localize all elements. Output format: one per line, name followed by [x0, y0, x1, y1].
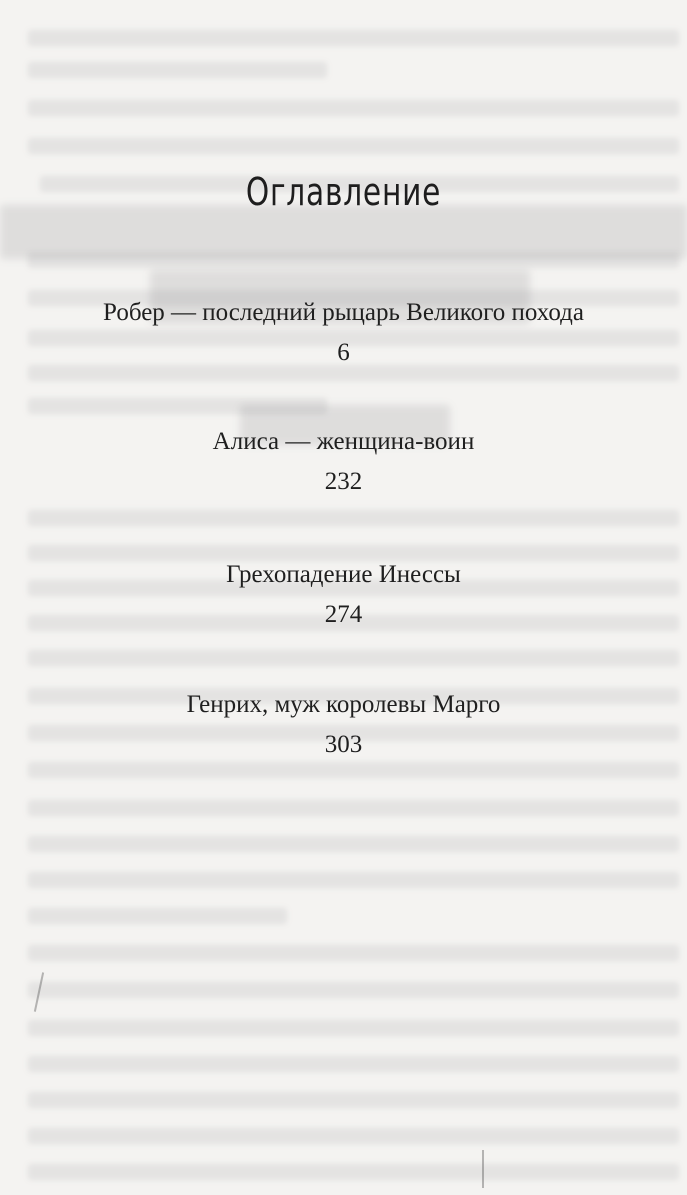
toc-entry-page-number: 274: [324, 601, 363, 628]
pen-mark: [482, 1150, 484, 1188]
toc-entry[interactable]: [0, 560, 687, 630]
toc-entry-page-number: 6: [337, 339, 350, 366]
toc-entry-page-number: 232: [324, 468, 363, 495]
toc-entry[interactable]: [0, 690, 687, 760]
toc-entry-page-number: 303: [324, 731, 363, 758]
pen-mark: [34, 972, 44, 1011]
toc-entry[interactable]: [0, 427, 687, 497]
toc-entry-title: Алиса — женщина-воин: [212, 428, 475, 455]
page-title: Оглавление: [245, 170, 442, 214]
toc-entry-title: Генрих, муж королевы Марго: [186, 691, 501, 718]
toc-entry[interactable]: [0, 298, 687, 368]
toc-entry-title: Грехопадение Инессы: [226, 561, 461, 588]
toc-entry-title: Робер — последний рыцарь Великого похода: [103, 299, 584, 326]
